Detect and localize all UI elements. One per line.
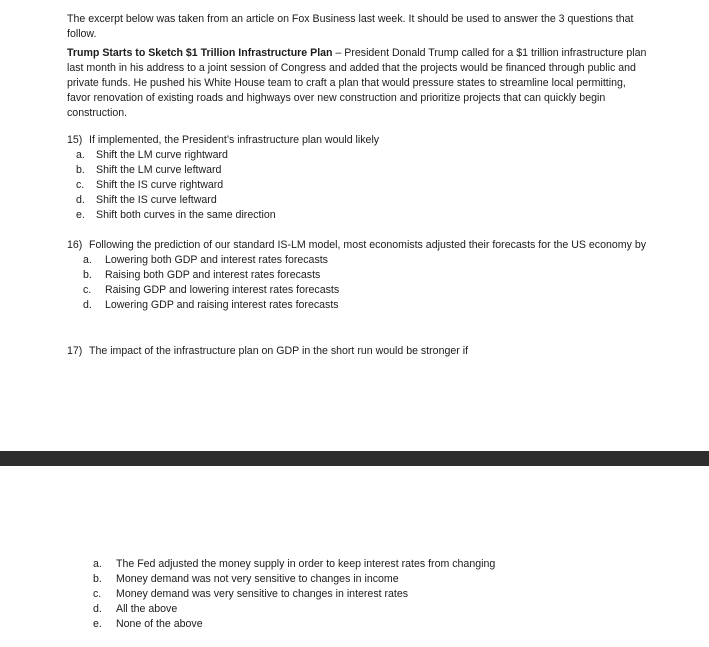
option-text: Shift the IS curve rightward (96, 179, 224, 191)
article-body: President Donald Trump called for a $1 trillion infrastructure plan last month in his address to a joint session of Congress and added that the projects would be financed through public and private funds. He pushed his White House team to craft a plan that would pressure states to streamline local permitting, favor renovation of existing roads and highways over new construction and prioritize projects that can quickly begin construction. (67, 47, 647, 119)
page-break-divider (0, 451, 709, 466)
option-letter: a. (76, 149, 85, 161)
headline-dash: – (332, 47, 345, 59)
answer-options (67, 253, 647, 313)
option-text: The Fed adjusted the money supply in order to keep interest rates from changing (116, 558, 496, 570)
answer-options (67, 148, 647, 223)
option-text: Shift the LM curve leftward (96, 164, 222, 176)
question-text: If implemented, the President’s infrastructure plan would likely (89, 134, 380, 146)
answer-option[interactable] (67, 253, 647, 268)
option-text: Money demand was very sensitive to changes in interest rates (116, 588, 409, 600)
question-stem (67, 344, 647, 359)
option-letter: b. (83, 269, 92, 281)
option-text: Raising both GDP and interest rates forecasts (105, 269, 321, 281)
option-letter: d. (93, 603, 102, 615)
option-text: Money demand was not very sensitive to changes in income (116, 573, 399, 585)
answer-option[interactable] (93, 602, 613, 617)
option-letter: c. (93, 588, 102, 600)
article-headline: Trump Starts to Sketch $1 Trillion Infrastructure Plan (67, 47, 333, 59)
question-stem (67, 133, 647, 148)
answer-option[interactable] (93, 617, 613, 632)
question-15 (67, 133, 647, 223)
option-letter: b. (76, 164, 85, 176)
option-text: Raising GDP and lowering interest rates forecasts (105, 284, 340, 296)
option-text: Lowering both GDP and interest rates forecasts (105, 254, 328, 266)
option-text: Shift the LM curve rightward (96, 149, 228, 161)
option-text: Shift both curves in the same direction (96, 209, 276, 221)
answer-option[interactable] (93, 557, 613, 572)
question-17 (67, 344, 647, 359)
option-text: None of the above (116, 618, 203, 630)
answer-option[interactable] (93, 587, 613, 602)
question-number: 15) (67, 134, 83, 146)
question-number: 16) (67, 239, 83, 251)
question-stem (67, 238, 647, 253)
intro-paragraph: The excerpt below was taken from an article on Fox Business last week. It should be used to answer the 3 questions that follow. (67, 13, 634, 40)
question-16 (67, 238, 647, 313)
question-text: The impact of the infrastructure plan on GDP in the short run would be stronger if (89, 345, 469, 357)
option-letter: a. (83, 254, 92, 266)
answer-option[interactable] (67, 163, 647, 178)
option-letter: b. (93, 573, 102, 585)
option-letter: e. (76, 209, 85, 221)
option-text: All the above (116, 603, 178, 615)
option-text: Lowering GDP and raising interest rates forecasts (105, 299, 339, 311)
option-letter: c. (83, 284, 92, 296)
option-letter: d. (83, 299, 92, 311)
question-text: Following the prediction of our standard IS-LM model, most economists adjusted their forecasts for the US economy by (89, 239, 647, 251)
article-excerpt (67, 46, 647, 121)
option-text: Shift the IS curve leftward (96, 194, 217, 206)
answer-option[interactable] (67, 283, 647, 298)
answer-option[interactable] (67, 208, 647, 223)
answer-option[interactable] (67, 148, 647, 163)
answer-option[interactable] (67, 178, 647, 193)
answer-option[interactable] (67, 268, 647, 283)
option-letter: d. (76, 194, 85, 206)
option-letter: a. (93, 558, 102, 570)
option-letter: c. (76, 179, 85, 191)
option-letter: e. (93, 618, 102, 630)
answer-option[interactable] (67, 298, 647, 313)
answer-option[interactable] (67, 193, 647, 208)
question-17-answer-options (93, 557, 613, 632)
answer-option[interactable] (93, 572, 613, 587)
question-number: 17) (67, 345, 83, 357)
